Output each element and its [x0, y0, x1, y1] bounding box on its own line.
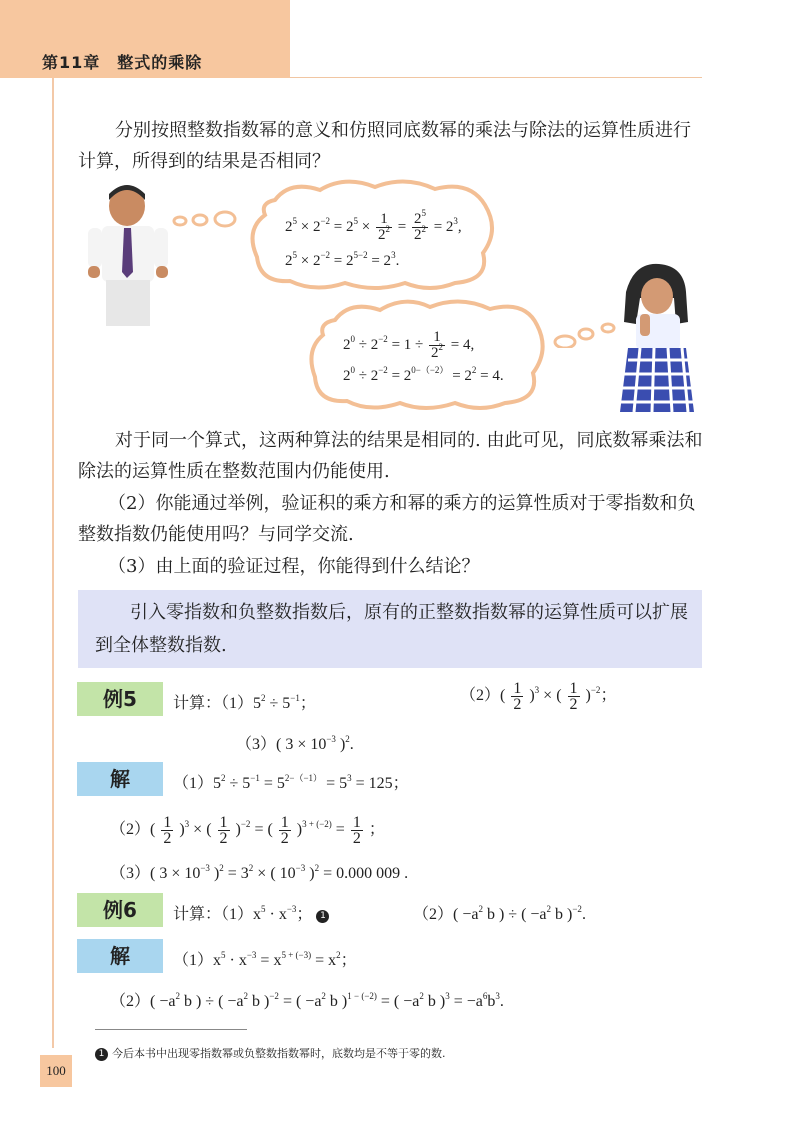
intro-line-2: 计算，所得到的结果是否相同？ — [78, 151, 330, 172]
cloud1-equation-1: $2^5 \times 2^{-2} = 2^5$ × $\frac{1}{2^2}$ = $\frac{2^5}{2^2}$ = $2^3$, — [285, 208, 462, 243]
example-5-question-2: （2）( $\frac{1}{2}$ )$^3$ × ( $\frac{1}{2}$ )$^{-2}$； — [460, 680, 617, 713]
footnote-divider — [95, 1029, 247, 1030]
paragraph-1-line-2: 除法的运算性质在整数范围内仍能使用. — [78, 461, 390, 482]
example-6-label: 例6 — [77, 893, 163, 927]
footnote-number: 1 — [95, 1048, 108, 1061]
solution-6-step-2: $(2)( -a^2$ b ) ÷ ( $-a^2$ b )$^{-2}$ = ( $-a^2$ b )$^{1 - (-2)}$ = ( $-a^2$ b )$^3 = -a^6b^3$. — [110, 991, 504, 1010]
margin-line — [52, 78, 54, 1048]
solution-5-step-3: （3）( $3 \times 10^{-3}$ )$^2 = 3^2$ × ( $10^{-3}$ )$^2$ = 0.000 009 . — [110, 863, 409, 882]
footnote-marker: 1 — [316, 910, 329, 923]
solution-5-label: 解 — [77, 762, 163, 796]
paragraph-1-line-1: 对于同一个算式，这两种算法的结果是相同的. 由此可见，同底数幂乘法和 — [115, 430, 703, 451]
girl-illustration — [614, 262, 694, 414]
solution-6-step-1: $(1)x^5 \cdot x^{-3} = x^{5 + (-3)} = x^2$； — [173, 950, 357, 969]
question-2-line-2: 整数指数仍能使用吗？与同学交流. — [78, 524, 354, 545]
example-5-question-3: （3）( $3 \times 10^{-3}$ )$^2$. — [236, 734, 354, 753]
cloud2-equation-1: $2^0 \div 2^{-2} = 1$ ÷ $\frac{1}{2^2}$ = 4, — [343, 329, 475, 361]
header-divider — [290, 77, 702, 78]
intro-line-1: 分别按照整数指数幂的意义和仿照同底数幂的乘法与除法的运算性质进行 — [115, 120, 691, 141]
example-5-label: 例5 — [77, 682, 163, 716]
cloud2-equation-2: $2^0 \div 2^{-2} = 2^{0-(-2)} = 2^2 = 4$. — [343, 365, 504, 384]
footnote — [95, 1045, 446, 1061]
solution-5-step-2: （2）( $\frac{1}{2}$ )$^3$ × ( $\frac{1}{2}$ )$^{-2}$ = ( $\frac{1}{2}$ )$^{3 + (-2)}$ = $\frac{1}{2}$ ； — [110, 814, 385, 847]
page-number: 100 — [46, 1063, 66, 1078]
chapter-title: 第11章 整式的乘除 — [42, 53, 203, 72]
example-5-question-1: 计算：$(1)5^2 \div 5^{-1}$； — [173, 693, 316, 712]
solution-5-step-1: $(1)5^2 \div 5^{-1} = 5^{2-(-1)} = 5^3 = 125$； — [173, 773, 409, 792]
conclusion-line-2: 到全体整数指数. — [95, 635, 227, 656]
question-2-line-1: （2）你能通过举例，验证积的乘方和幂的乘方的运算性质对于零指数和负 — [108, 493, 696, 514]
conclusion-line-1: 引入零指数和负整数指数后，原有的正整数指数幂的运算性质可以扩展 — [130, 602, 688, 623]
solution-6-label: 解 — [77, 939, 163, 973]
boy-illustration — [84, 180, 172, 330]
question-3: （3）由上面的验证过程，你能得到什么结论？ — [108, 556, 480, 577]
example-6-question-1: 计算：$(1)x^5 \cdot x^{-3}$； 1 — [173, 901, 333, 924]
footnote-text: 今后本书中出现零指数幂或负整数指数幂时，底数均是不等于零的数. — [112, 1047, 446, 1060]
example-6-question-2: $(2)( -a^2$ b ) ÷ ( $-a^2$ b )$^{-2}$. — [413, 904, 586, 923]
cloud1-equation-2: $2^5 \times 2^{-2} = 2^{5-2} = 2^3$. — [285, 250, 400, 269]
